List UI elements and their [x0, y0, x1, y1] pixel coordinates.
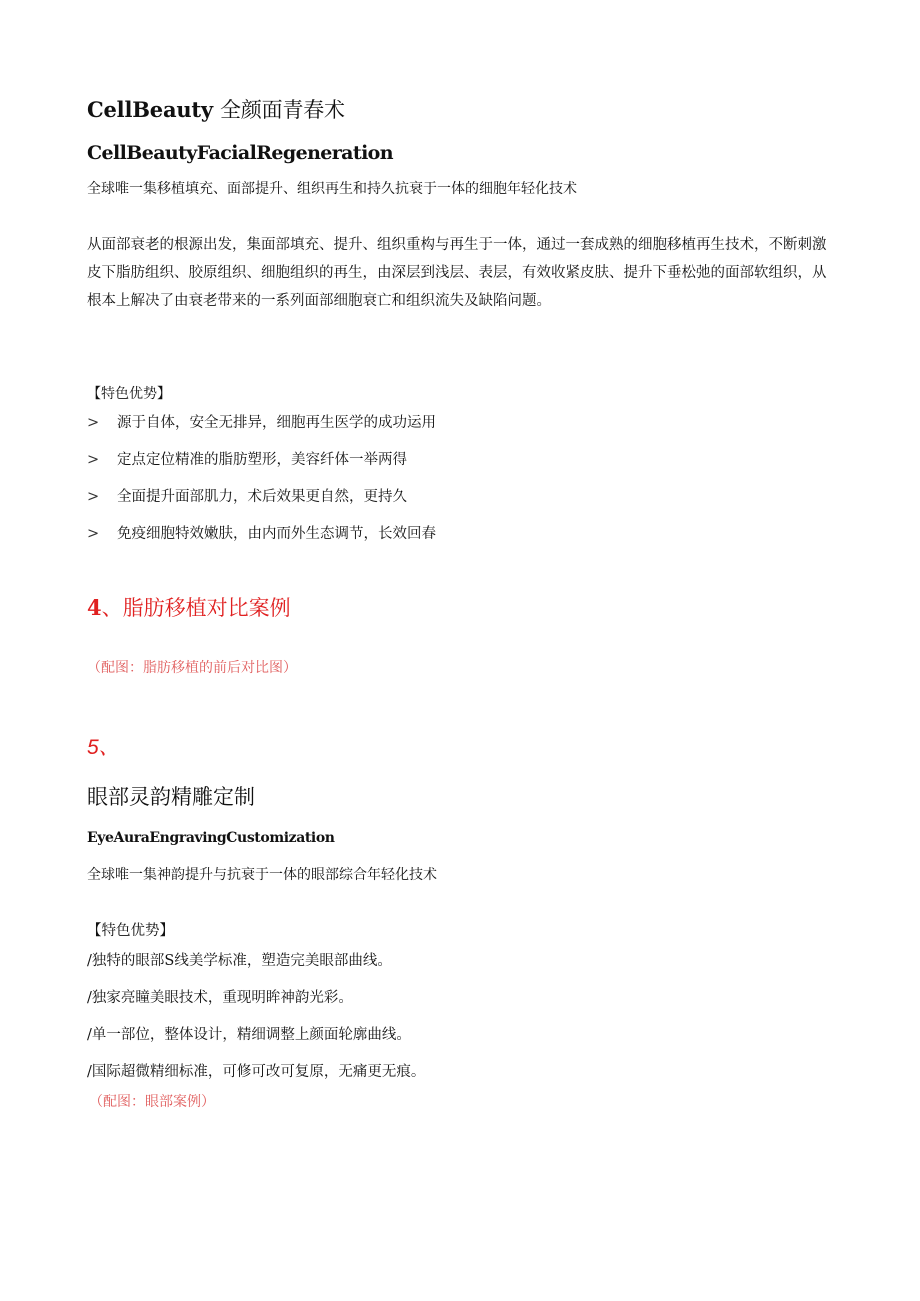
- chevron-right-icon: >: [87, 526, 100, 542]
- section3-title-en: CellBeauty: [87, 97, 213, 122]
- feature-item: /国际超微精细标准，可修可改可复原，无痛更无痕。: [87, 1064, 426, 1080]
- section5-features-heading: 【特色优势】: [87, 923, 174, 939]
- feature-item: [87, 410, 436, 447]
- chevron-right-icon: >: [87, 489, 100, 505]
- feature-item: /独特的眼部S线美学标准，塑造完美眼部曲线。: [87, 953, 392, 969]
- section3-title-cn: 全颜面青春术: [220, 98, 345, 122]
- feature-item: /单一部位，整体设计，精细调整上颜面轮廓曲线。: [87, 1027, 411, 1043]
- feature-text: 源于自体，安全无排异，细胞再生医学的成功运用: [117, 415, 436, 431]
- section5-title: 眼部灵韵精雕定制: [87, 785, 255, 809]
- feature-text: 定点定位精准的脂肪塑形，美容纤体一举两得: [117, 452, 407, 468]
- section4-image-note: （配图：脂肪移植的前后对比图）: [87, 660, 297, 676]
- chevron-right-icon: >: [87, 415, 100, 431]
- section5-subtitle: 全球唯一集神韵提升与抗衰于一体的眼部综合年轻化技术: [87, 867, 437, 883]
- feature-item: [87, 521, 436, 558]
- section3-intro: 从面部衰老的根源出发，集面部填充、提升、组织重构与再生于一体，通过一套成熟的细胞移植再生技术，不断刺激皮下脂肪组织、胶原组织、细胞组织的再生，由深层到浅层、表层，有效收紧皮肤、提升下垂松弛的面部软组织，从根本上解决了由衰老带来的一系列面部细胞衰亡和组织流失及缺陷问题。: [87, 237, 827, 309]
- section4-title: 、脂肪移植对比案例: [101, 596, 291, 620]
- section3-subtitle: 全球唯一集移植填充、面部提升、组织再生和持久抗衰于一体的细胞年轻化技术: [87, 181, 577, 197]
- section3-feature-list: [87, 410, 436, 558]
- section5-title-en: EyeAuraEngravingCustomization: [87, 830, 335, 846]
- feature-item: [87, 447, 436, 484]
- feature-item: [87, 484, 436, 521]
- section5-image-note: （配图：眼部案例）: [89, 1094, 215, 1110]
- section4-heading: [87, 592, 291, 622]
- section4-number: 4: [87, 595, 102, 620]
- feature-text: 全面提升面部肌力，术后效果更自然，更持久: [117, 489, 407, 505]
- feature-item: /独家亮瞳美眼技术，重现明眸神韵光彩。: [87, 990, 353, 1006]
- section3-title: [87, 94, 345, 124]
- section5-number: 5、: [87, 736, 120, 759]
- chevron-right-icon: >: [87, 452, 100, 468]
- feature-text: 免疫细胞特效嫩肤，由内而外生态调节，长效回春: [117, 526, 436, 542]
- section5-feature-list: [87, 948, 425, 1096]
- section3-features-heading: 【特色优势】: [87, 386, 171, 402]
- section3-title-en-full: CellBeautyFacialRegeneration: [87, 142, 393, 164]
